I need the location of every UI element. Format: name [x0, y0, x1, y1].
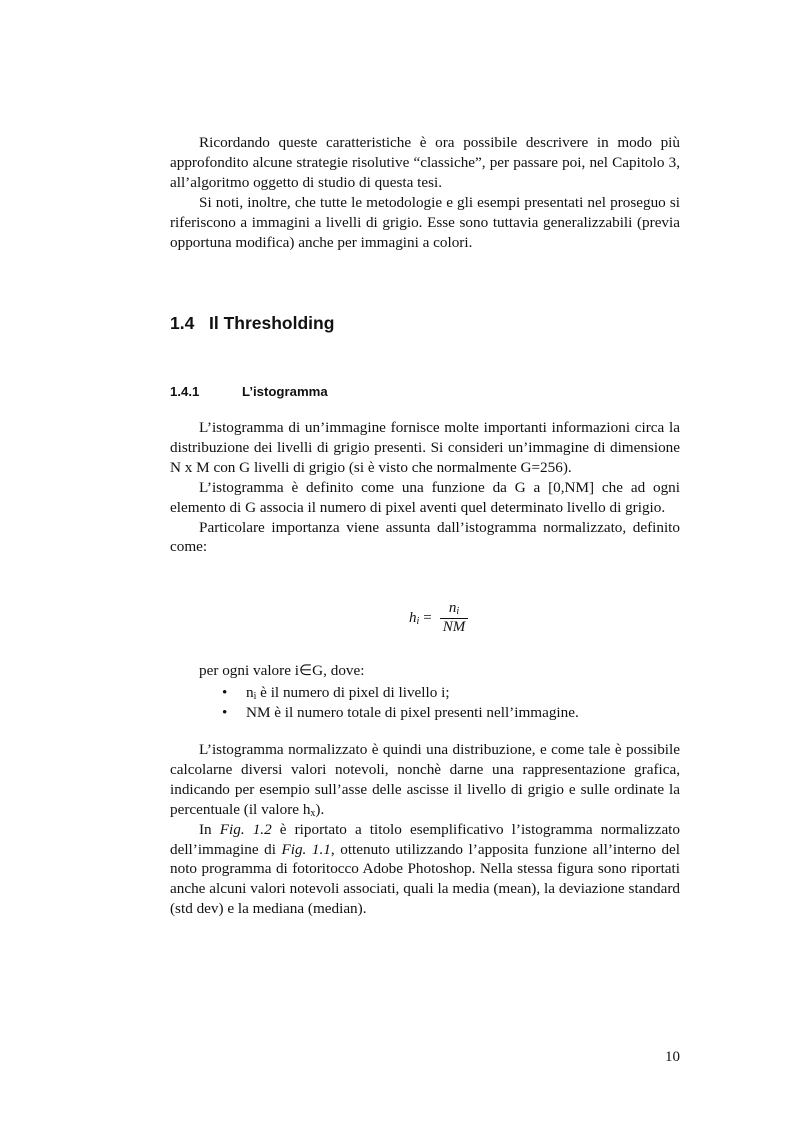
intro-block	[170, 133, 680, 252]
body-block	[170, 418, 680, 557]
figure-reference: Fig. 1.2	[219, 820, 272, 838]
subsection-heading	[170, 384, 328, 399]
formula-lhs: $h_i$ =	[409, 610, 432, 627]
intro-paragraph-2: Si noti, inoltre, che tutte le metodologie e gli esempi presentati nel proseguo si riferiscono a immagini a livelli di grigio. Esse sono tuttavia generalizzabili (previa opportuna modifica) anche per immagini a colori.	[170, 193, 680, 251]
figure-reference: Fig. 1.1	[281, 840, 331, 858]
formula-followup	[170, 661, 680, 681]
body-block-2	[170, 740, 680, 919]
list-item: • NM è il numero totale di pixel presenti nell’immagine.	[222, 703, 579, 721]
body-paragraph-2: L’istogramma è definito come una funzione da G a [0,NM] che ad ogni elemento di G associa il numero di pixel aventi quel determinato livello di grigio.	[170, 478, 680, 516]
formula-fraction	[439, 600, 469, 636]
subsection-number: 1.4.1	[170, 384, 200, 399]
where-line: per ogni valore i∈G, dove:	[199, 662, 365, 679]
bullet-icon: •	[222, 684, 228, 701]
body2-paragraph-1: L’istogramma normalizzato è quindi una distribuzione, e come tale è possibile calcolarne diversi valori notevoli, nonchè darne una rappresentazione grafica, indicando per esempio sull’asse delle ascisse il livello di grigio e sulle ordinate la percentuale (il valore $h_x$).	[170, 741, 680, 819]
intro-paragraph-1: Ricordando queste caratteristiche è ora possibile descrivere in modo più approfondito alcune strategie risolutive “classiche”, per passare poi, nel Capitolo 3, all’algoritmo oggetto di studio di questa tesi.	[170, 134, 680, 191]
body-paragraph-1: L’istogramma di un’immagine fornisce molte importanti informazioni circa la distribuzione dei livelli di grigio presenti. Si consideri un’immagine di dimensione N x M con G livelli di grigio (si è visto che normalmente G=256).	[170, 419, 680, 476]
body-paragraph-3: Particolare importanza viene assunta dall’istogramma normalizzato, definito come:	[170, 518, 680, 556]
page-number: 10	[665, 1049, 680, 1065]
list-item: • $n_i$ è il numero di pixel di livello i;	[222, 684, 450, 702]
bullet-icon: •	[222, 703, 228, 721]
formula-denominator: NM	[442, 619, 466, 635]
body2-paragraph-2: In Fig. 1.2 è riportato a titolo esemplificativo l’istogramma normalizzato dell’immagine di Fig. 1.1, ottenuto utilizzando l’apposita funzione all’interno del noto programma di fotoritocco Adobe Photoshop. Nella stessa figura sono riportati anche alcuni valori notevoli associati, quali la media (mean), la deviazione standard (std dev) e la mediana (median).	[170, 820, 681, 918]
formula-numerator: $n_i$	[448, 600, 460, 617]
section-heading	[170, 313, 334, 334]
section-number: 1.4	[170, 313, 195, 333]
subsection-title: L’istogramma	[242, 384, 328, 399]
section-title: Il Thresholding	[209, 313, 335, 333]
definition-list	[222, 683, 579, 723]
